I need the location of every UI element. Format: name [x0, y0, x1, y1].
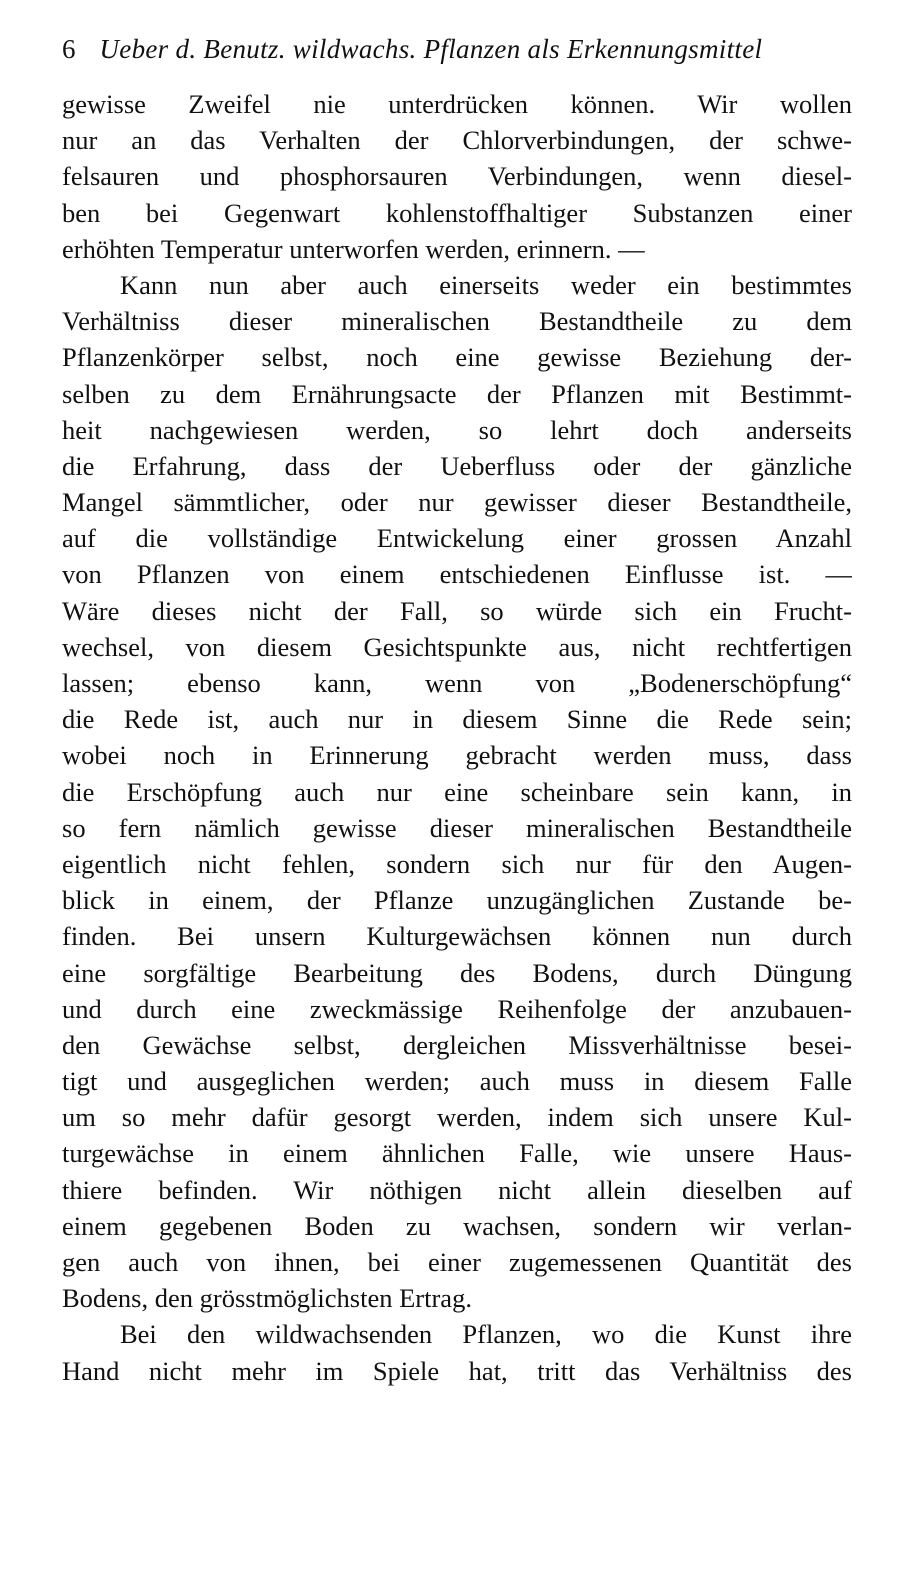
text-line: eine sorgfältige Bearbeitung des Bodens, durch Düngung [62, 957, 852, 988]
text-line: turgewächse in einem ähnlichen Falle, wie unsere Haus- [62, 1138, 852, 1169]
text-line: Hand nicht mehr im Spiele hat, tritt das Verhältniss des [62, 1355, 852, 1386]
paragraph-2 [62, 267, 852, 1316]
text-line: den Gewächse selbst, dergleichen Missverhältnisse besei- [62, 1029, 852, 1060]
text-line: auf die vollständige Entwickelung einer grossen Anzahl [62, 523, 852, 554]
text-line: ben bei Gegenwart kohlenstoffhaltiger Substanzen einer [62, 197, 852, 228]
text-line: Bodens, den grösstmöglichsten Ertrag. [62, 1283, 472, 1314]
text-line: lassen; ebenso kann, wenn von „Bodenerschöpfung“ [62, 668, 852, 698]
text-line: blick in einem, der Pflanze unzugänglichen Zustande be- [62, 885, 852, 916]
text-line: thiere befinden. Wir nöthigen nicht allein dieselben auf [62, 1174, 852, 1205]
text-line: eigentlich nicht fehlen, sondern sich nur für den Augen- [62, 848, 852, 879]
text-line: felsauren und phosphorsauren Verbindungen, wenn diesel- [62, 161, 852, 192]
text-line: erhöhten Temperatur unterworfen werden, erinnern. — [62, 233, 645, 264]
text-line: Kann nun aber auch einerseits weder ein bestimmtes [120, 269, 852, 300]
running-title: Ueber d. Benutz. wildwachs. Pflanzen als Erkennungsmittel [99, 34, 763, 64]
text-line: Pflanzenkörper selbst, noch eine gewisse Beziehung der- [62, 342, 852, 373]
running-head [62, 32, 852, 66]
body-text [62, 86, 852, 1389]
text-line: wechsel, von diesem Gesichtspunkte aus, nicht rechtfertigen [62, 631, 852, 662]
text-line: gewisse Zweifel nie unterdrücken können. Wir wollen [62, 89, 852, 119]
text-line: gen auch von ihnen, bei einer zugemessenen Quantität des [62, 1247, 852, 1277]
text-line: Mangel sämmtlicher, oder nur gewisser dieser Bestandtheile, [62, 487, 852, 518]
page-number: 6 [62, 34, 76, 64]
text-line: die Erfahrung, dass der Ueberfluss oder der gänzliche [62, 450, 852, 481]
text-line: selben zu dem Ernährungsacte der Pflanzen mit Bestimmt- [62, 378, 852, 409]
text-line: von Pflanzen von einem entschiedenen Einflusse ist. — [62, 559, 852, 590]
text-line: Wäre dieses nicht der Fall, so würde sich ein Frucht- [62, 595, 852, 626]
text-line: die Rede ist, auch nur in diesem Sinne die Rede sein; [62, 704, 852, 735]
text-line: Bei den wildwachsenden Pflanzen, wo die Kunst ihre [120, 1319, 852, 1350]
text-line: tigt und ausgeglichen werden; auch muss in diesem Falle [62, 1066, 852, 1097]
text-line: die Erschöpfung auch nur eine scheinbare sein kann, in [62, 776, 852, 807]
text-line: einem gegebenen Boden zu wachsen, sondern wir verlan- [62, 1210, 852, 1241]
text-line: wobei noch in Erinnerung gebracht werden muss, dass [62, 740, 852, 771]
text-line: um so mehr dafür gesorgt werden, indem sich unsere Kul- [62, 1102, 852, 1133]
paragraph-1 [62, 86, 852, 267]
text-line: und durch eine zweckmässige Reihenfolge der anzubauen- [62, 993, 852, 1024]
text-line: finden. Bei unsern Kulturgewächsen können nun durch [62, 921, 852, 952]
text-line: heit nachgewiesen werden, so lehrt doch anderseits [62, 414, 852, 445]
paragraph-3 [62, 1316, 852, 1388]
text-line: so fern nämlich gewisse dieser mineralischen Bestandtheile [62, 812, 852, 843]
text-line: nur an das Verhalten der Chlorverbindungen, der schwe- [62, 125, 852, 156]
text-line: Verhältniss dieser mineralischen Bestandtheile zu dem [62, 306, 852, 337]
